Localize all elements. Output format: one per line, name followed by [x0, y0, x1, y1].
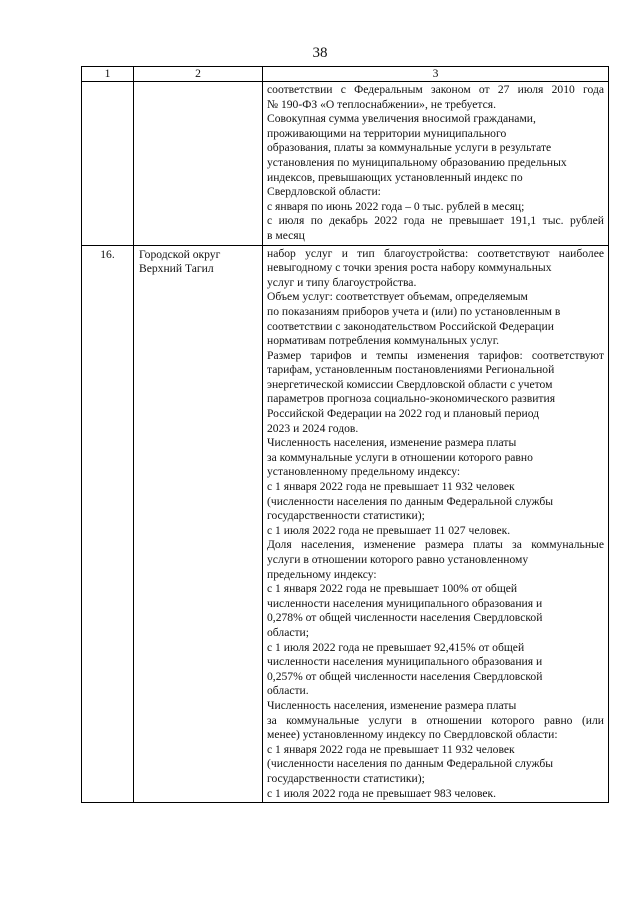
text-line: Численность населения, изменение размера платы [267, 698, 517, 712]
table-row-16 [82, 245, 609, 803]
table-row-continued [82, 82, 609, 246]
text-line: Доля населения, изменение размера платы за коммунальные [267, 538, 604, 552]
text-line: с 1 июля 2022 года не превышает 11 027 человек. [267, 523, 511, 537]
row-number-cell [82, 82, 134, 246]
text-line: № 190-ФЗ «О теплоснабжении», не требуется. [267, 97, 496, 111]
text-line: с января по июнь 2022 года – 0 тыс. рублей в месяц; [267, 199, 525, 213]
text-line: (численности населения по данным Федеральной службы [267, 757, 554, 771]
text-line: набор услуг и тип благоустройства: соответствуют наиболее [267, 246, 604, 260]
text-line: менее) установленному индексу по Свердловской области: [267, 728, 558, 742]
text-line: 0,278% от общей численности населения Свердловской [267, 611, 543, 625]
text-line: Численность населения, изменение размера платы [267, 436, 517, 450]
text-line: области; [267, 625, 309, 639]
row-number-cell: 16. [82, 245, 134, 803]
text-line: Совокупная сумма увеличения вносимой гражданами, [267, 112, 536, 126]
text-line: Свердловской области: [267, 185, 381, 199]
page-number: 38 [312, 45, 328, 61]
table-header-row [82, 67, 609, 82]
text-line: в месяц [267, 228, 305, 242]
text-line: Размер тарифов и темпы изменения тарифов: соответствуют [267, 348, 604, 362]
text-line: Объем услуг: соответствует объемам, определяемым [267, 290, 528, 304]
text-line: соответствии с Федеральным законом от 27 июля 2010 года [267, 83, 604, 96]
text-line: параметров прогноза социально-экономического развития [267, 392, 556, 406]
column-header-2: 2 [134, 67, 263, 82]
text-line: услуги в отношении которого равно установленному [267, 553, 529, 566]
text-line: с 1 января 2022 года не превышает 100% от общей [267, 582, 518, 596]
document-table [81, 66, 609, 803]
municipality-name-cell [134, 245, 263, 803]
text-line: 2023 и 2024 годов. [267, 421, 359, 435]
text-line: предельному индексу: [267, 567, 377, 581]
text-line: государственности статистики); [267, 509, 425, 523]
municipality-name-line: Верхний Тагил [139, 262, 214, 276]
text-line: Российской Федерации на 2022 год и плановый период [267, 407, 540, 421]
text-line: (численности населения по данным Федеральной службы [267, 494, 554, 508]
text-line: с 1 июля 2022 года не превышает 92,415% от общей [267, 640, 525, 654]
text-line: численности населения муниципального образования и [267, 655, 543, 669]
text-line: соответствии с законодательством Российской Федерации [267, 319, 554, 333]
description-cell [263, 245, 609, 803]
text-line: установленному предельному индексу: [267, 465, 461, 479]
text-line: за коммунальные услуги в отношении которого равно (или [267, 713, 604, 727]
text-line: индексов, превышающих установленный индекс по [267, 170, 523, 184]
text-line: с июля по декабрь 2022 года не превышает 191,1 тыс. рублей [267, 214, 604, 228]
municipality-name-cell [134, 82, 263, 246]
text-line: энергетической комиссии Свердловской области с учетом [267, 377, 553, 391]
municipality-name-line: Городской округ [139, 247, 221, 261]
column-header-3: 3 [263, 67, 609, 82]
text-line: установления по муниципальному образованию предельных [267, 155, 567, 169]
text-line: услуг и типу благоустройства. [267, 275, 417, 289]
text-line: области. [267, 684, 309, 698]
text-line: невыгодному с точки зрения роста набору коммунальных [267, 261, 552, 275]
text-line: с 1 января 2022 года не превышает 11 932 человек [267, 742, 515, 756]
text-line: 0,257% от общей численности населения Свердловской [267, 669, 543, 683]
text-line: нормативам потребления коммунальных услуг. [267, 334, 500, 348]
text-line: с 1 января 2022 года не превышает 11 932 человек [267, 480, 515, 494]
column-header-1: 1 [82, 67, 134, 82]
text-line: за коммунальные услуги в отношении которого равно [267, 450, 533, 464]
text-line: с 1 июля 2022 года не превышает 983 человек. [267, 786, 497, 800]
text-line: образования, платы за коммунальные услуги в результате [267, 141, 552, 155]
description-cell [263, 82, 609, 246]
text-line: государственности статистики); [267, 771, 425, 785]
text-line: тарифам, установленным постановлениями Региональной [267, 363, 555, 377]
text-line: численности населения муниципального образования и [267, 596, 543, 610]
text-line: по показаниям приборов учета и (или) по установленным в [267, 304, 561, 318]
text-line: проживающими на территории муниципального [267, 126, 507, 140]
